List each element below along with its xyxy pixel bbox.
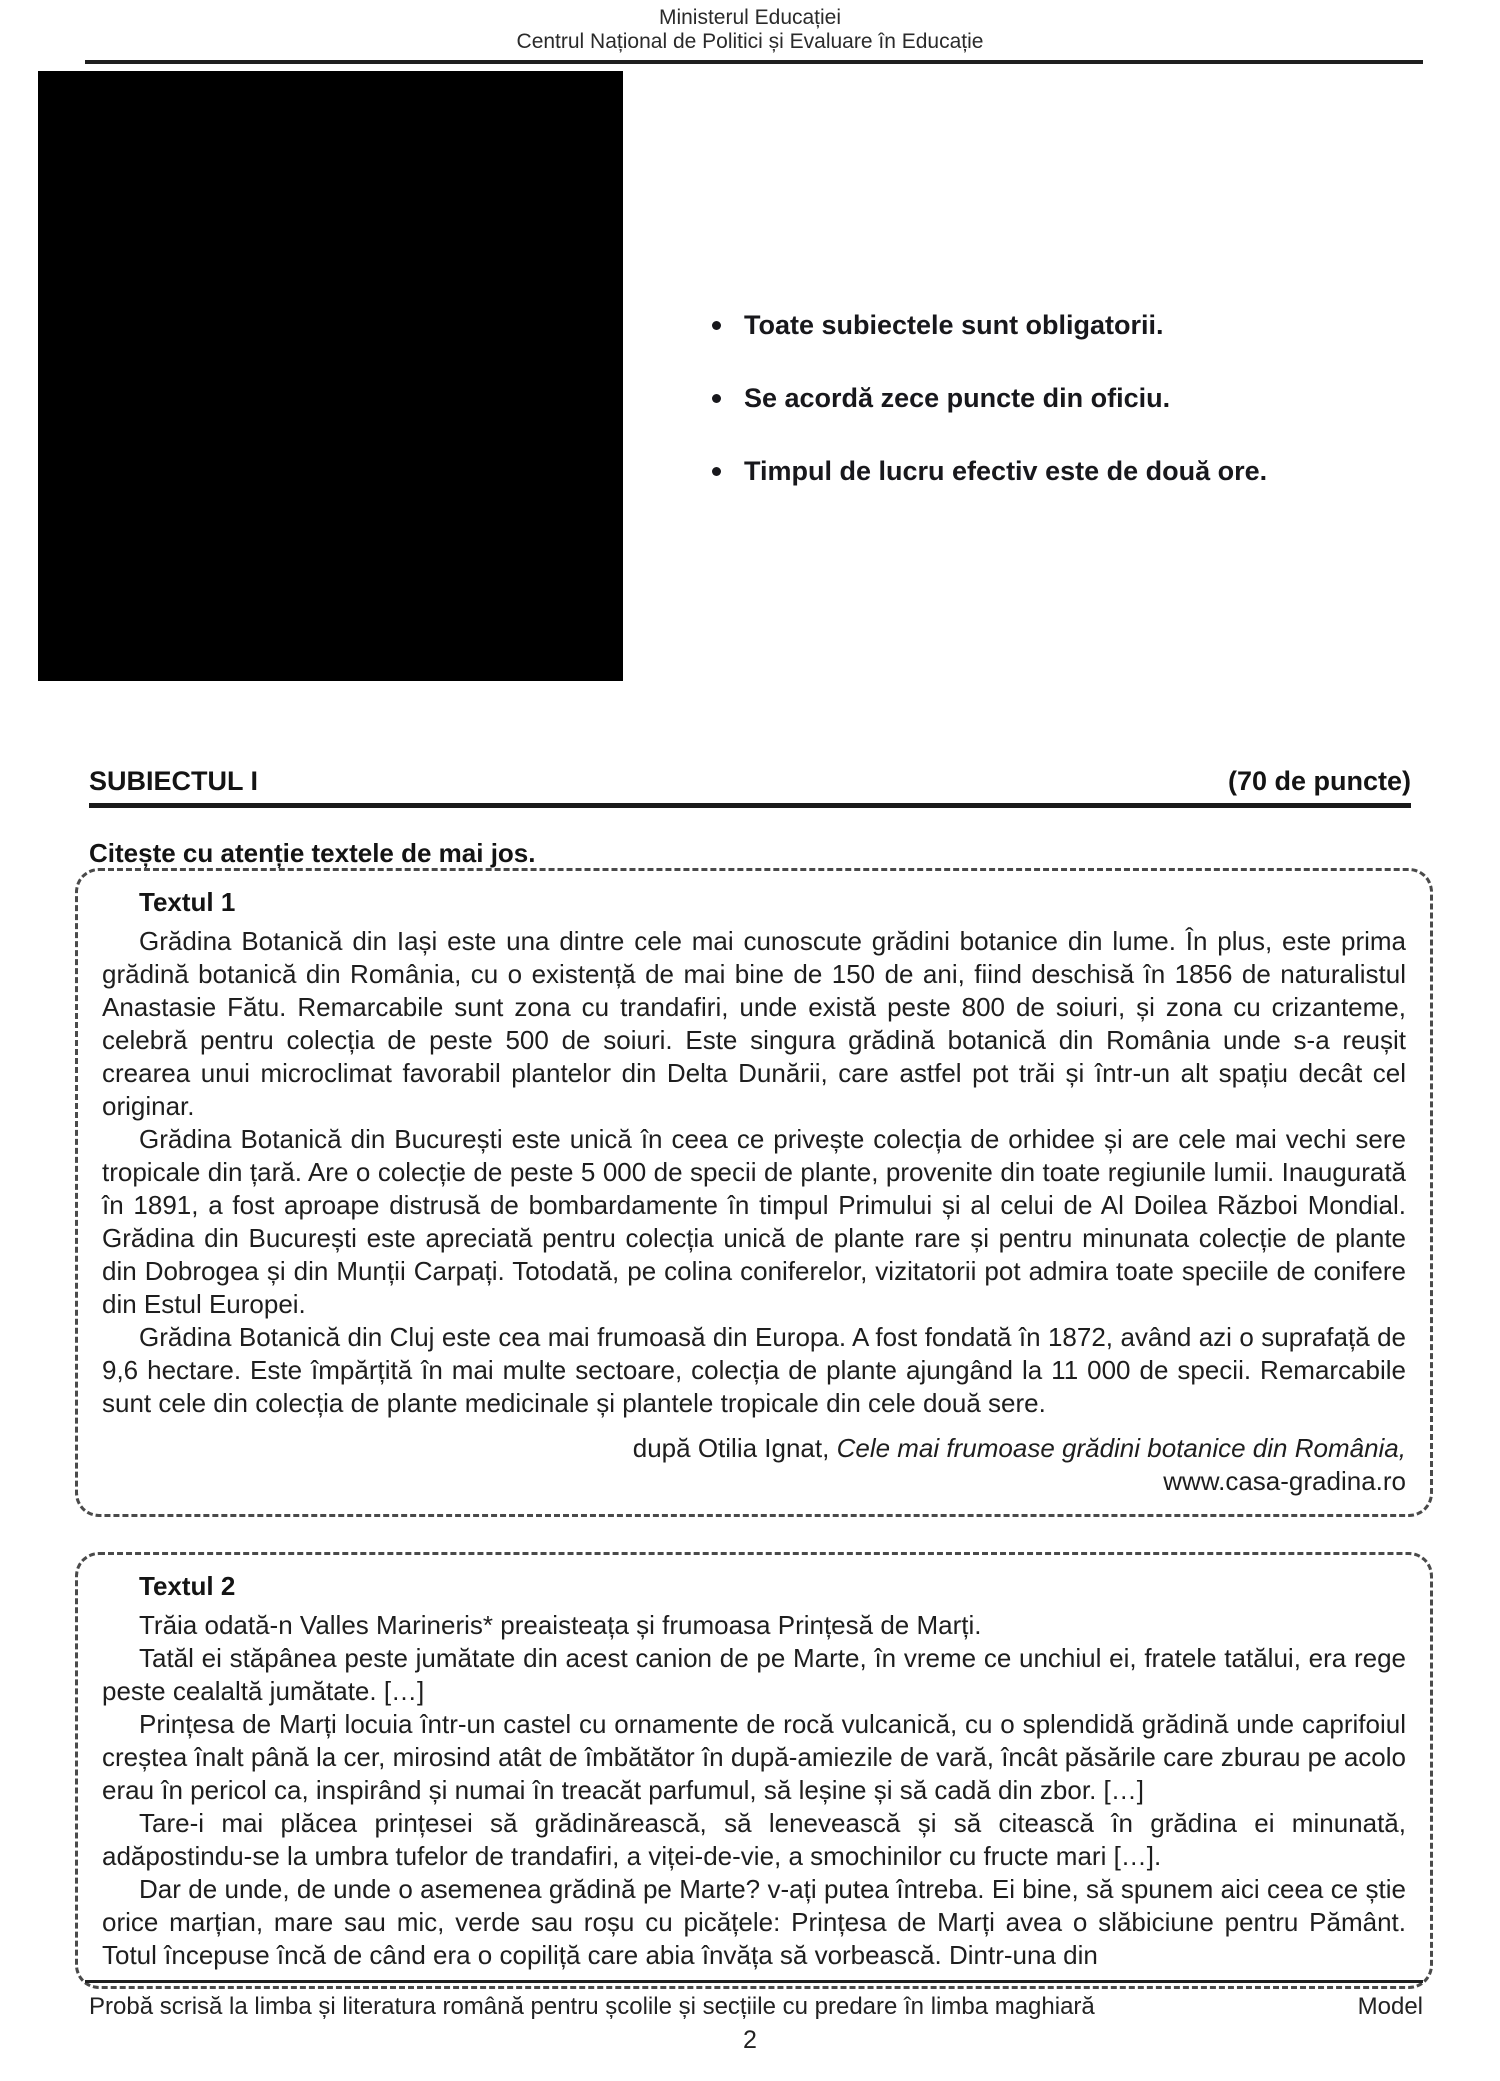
text1-paragraph: Grădina Botanică din Cluj este cea mai frumoasă din Europa. A fost fondată în 1872, având azi o suprafață de 9,6 hectare. Este împărțită în mai multe sectoare, colecția de plante ajungând la 11 000 de specii. Remarcabile sunt cele din colecția de plante medicinale și plantele tropicale din cele două sere. — [102, 1322, 1406, 1418]
instruction-item: Se acordă zece puncte din oficiu. — [706, 381, 1426, 415]
text1-paragraph: Grădina Botanică din București este unică în ceea ce privește colecția de orhidee și are cele mai vechi sere tropicale din țară. Are o colecție de peste 5 000 de specii de plante, provenite din toate regiunile lumii. Inaugurată în 1891, a fost aproape distrusă de bombardamente în timpul Primului și al celui de Al Doilea Război Mondial. Grădina din București este apreciată pentru colecția unică de plante rare și pentru minunata colecție de plante din Dobrogea și din Munții Carpați. Totodată, pe colina coniferelor, vizitatorii pot admira toate speciile de conifere din Estul Europei. — [102, 1124, 1406, 1319]
header-center: Centrul Național de Politici și Evaluare în Educație — [516, 30, 984, 53]
subject-points: (70 de puncte) — [1227, 766, 1411, 796]
text2-label: Textul 2 — [139, 1571, 236, 1601]
subject-title: SUBIECTUL I — [89, 766, 259, 796]
footer-model-label: Model — [1357, 1993, 1423, 2020]
text2-paragraph: Dar de unde, de unde o asemenea grădină pe Marte? v-ați putea întreba. Ei bine, să spunem aici ceea ce știe orice marțian, mare sau mic, verde sau roșu cu picățele: Prințesa de Marți avea o slăbiciune pentru Pământ. Totul începuse încă de când era o copiliță care abia învăța să vorbească. Dintr-una din — [102, 1874, 1406, 1970]
reading-prompt: Citește cu atenție textele de mai jos. — [89, 838, 536, 868]
text1-box — [75, 868, 1433, 1517]
page-number: 2 — [743, 2026, 757, 2054]
instructions-list — [706, 308, 1426, 527]
instruction-item: Timpul de lucru efectiv este de două ore. — [706, 454, 1426, 488]
attribution-website: www.casa-gradina.ro — [1163, 1466, 1406, 1496]
text2-paragraph: Trăia odată-n Valles Marineris* preaisteața și frumoasa Prințesă de Marți. — [139, 1610, 982, 1640]
text1-label: Textul 1 — [139, 887, 236, 917]
footer-row — [89, 1993, 1423, 2021]
attribution-work-title: Cele mai frumoase grădini botanice din România, — [836, 1433, 1406, 1463]
header-ministry: Ministerul Educației — [658, 6, 842, 29]
footer-rule — [85, 1980, 1423, 1983]
header-rule — [85, 60, 1423, 64]
instruction-item: Toate subiectele sunt obligatorii. — [706, 308, 1426, 342]
text2-box — [75, 1552, 1433, 1989]
text1-paragraph: Grădina Botanică din Iași este una dintre cele mai cunoscute grădini botanice din lume. În plus, este prima grădină botanică din România, cu o existență de mai bine de 150 de ani, fiind deschisă în 1856 de naturalistul Anastasie Fătu. Remarcabile sunt zona cu trandafiri, unde există peste 800 de soiuri, și zona cu crizanteme, celebră pentru colecția de peste 500 de soiuri. Este singura grădină botanică din România unde s-a reușit crearea unui microclimat favorabil plantelor din Delta Dunării, care astfel pot trăi și într-un alt spațiu decât cel originar. — [102, 926, 1406, 1121]
text2-paragraph: Prințesa de Marți locuia într-un castel cu ornamente de rocă vulcanică, cu o splendidă grădină unde caprifoiul creștea înalt până la cer, mirosind atât de îmbătător în după-amiezile de vară, încât păsările care zburau pe acolo erau în pericol ca, inspirând și numai în treacăt parfumul, să leșine și să cadă din zbor. […] — [102, 1709, 1406, 1805]
subject-heading-row — [89, 766, 1411, 808]
footer-exam-description: Probă scrisă la limba și literatura română pentru școlile și secțiile cu predare în limba maghiară — [89, 1993, 1095, 2020]
text2-paragraph: Tare-i mai plăcea prințesei să grădinărească, să lenevească și să citească în grădina ei minunată, adăpostindu-se la umbra tufelor de trandafiri, a viței-de-vie, a smochinilor cu fructe mari […]. — [102, 1808, 1406, 1871]
text2-paragraph: Tatăl ei stăpânea peste jumătate din acest canion de pe Marte, în vreme ce unchiul ei, fratele tatălui, era rege peste cealaltă jumătate. […] — [102, 1643, 1406, 1706]
attribution-prefix: după Otilia Ignat, — [632, 1433, 837, 1463]
text1-attribution — [102, 1432, 1406, 1498]
redacted-block — [38, 71, 623, 681]
